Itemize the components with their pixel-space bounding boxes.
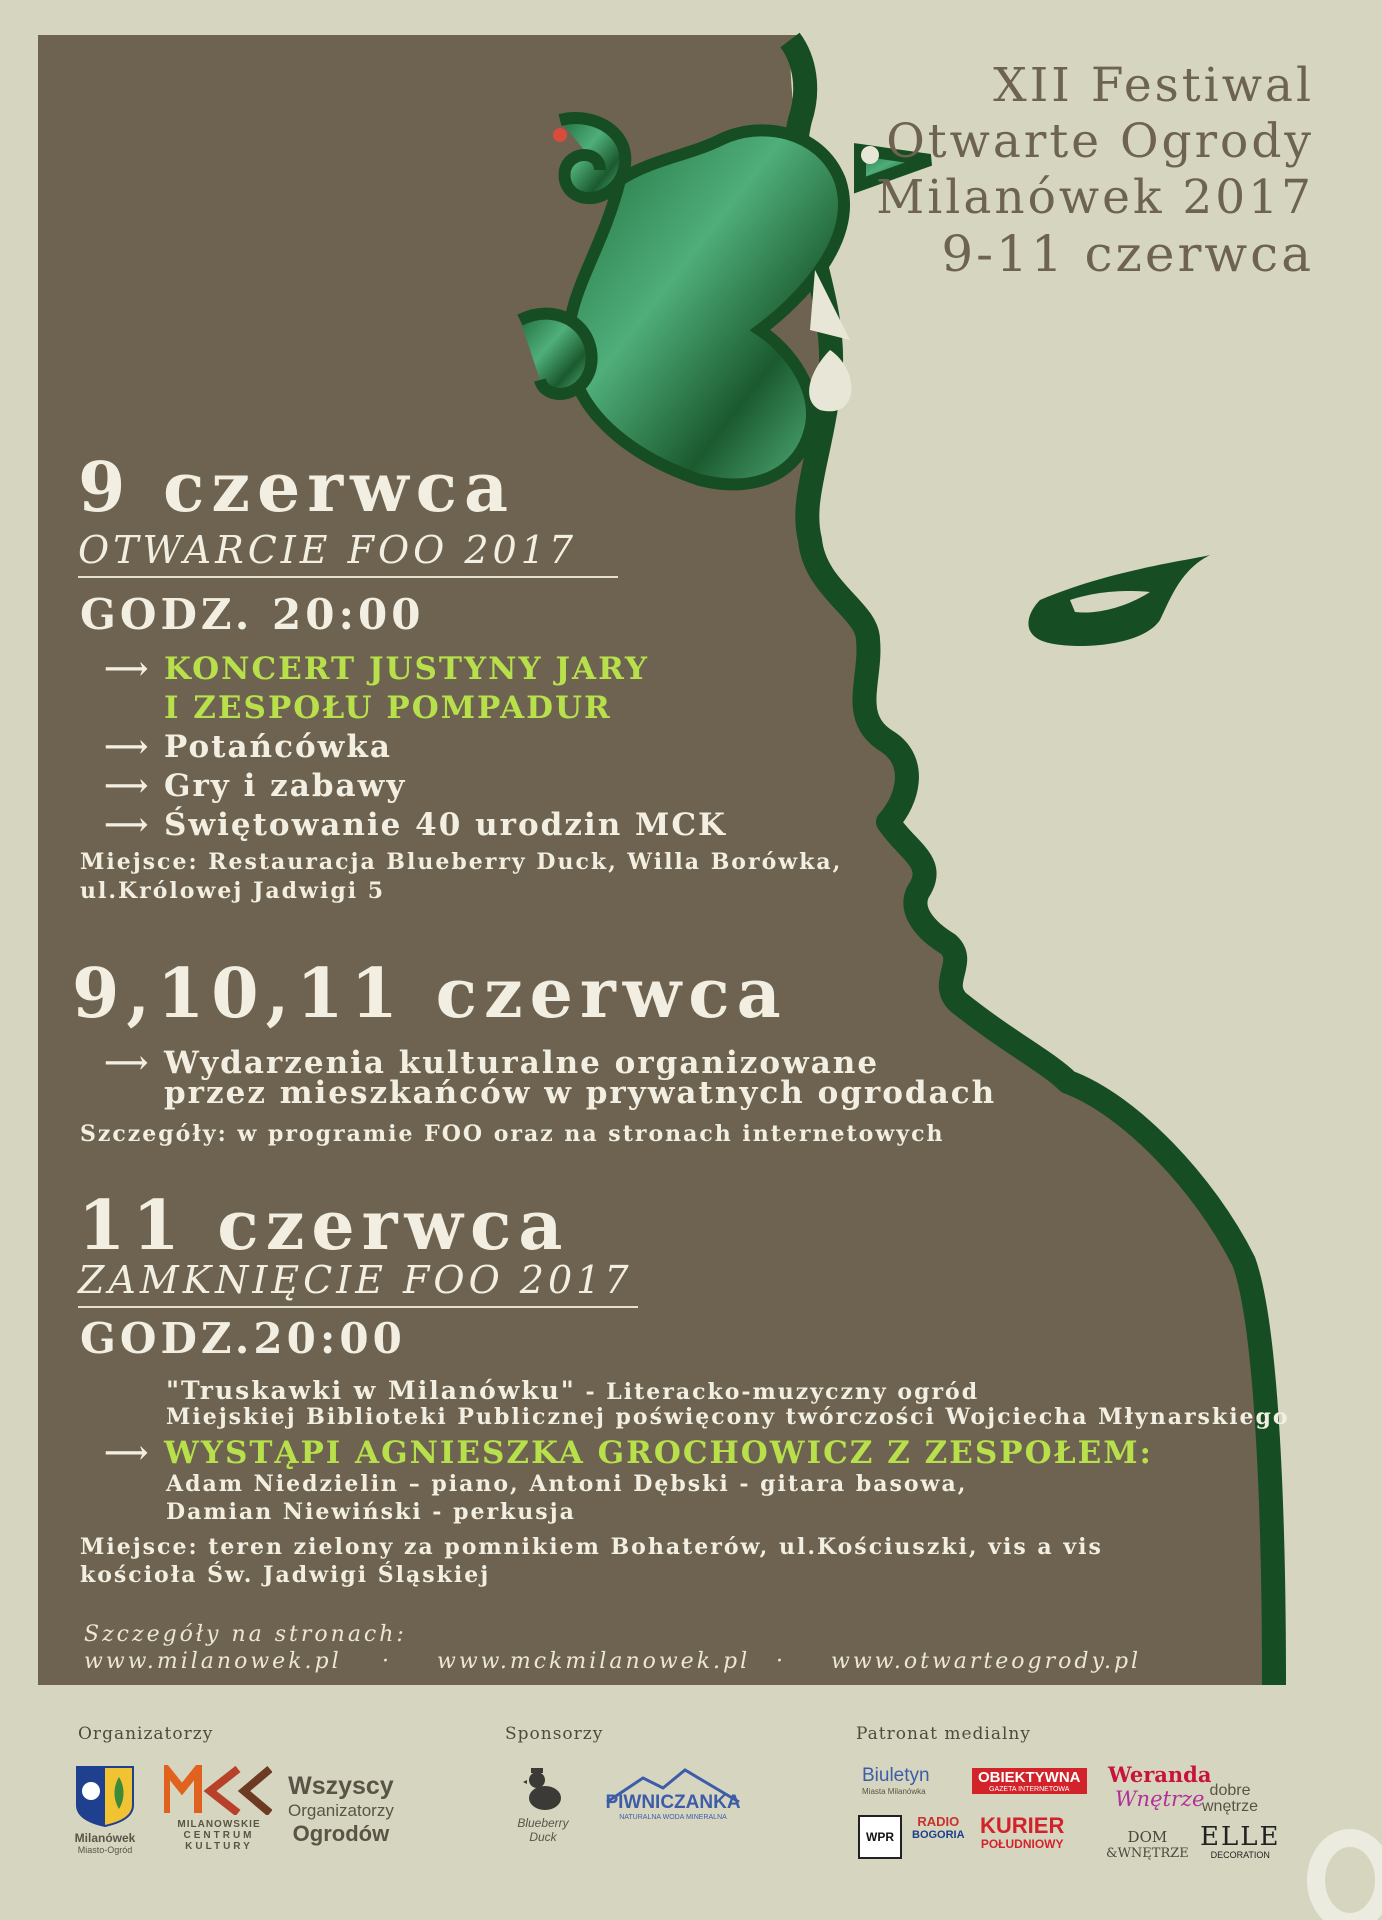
biuletyn-logo: Biuletyn Miasta Milanówka bbox=[862, 1765, 930, 1796]
festival-dates: 9-11 czerwca bbox=[941, 225, 1314, 283]
media-label: Patronat medialny bbox=[856, 1724, 1031, 1744]
weranda-logo: Weranda Wnętrze bbox=[1108, 1762, 1212, 1811]
arrow-right-icon: ⟶ bbox=[104, 1045, 151, 1081]
day3-time: GODZ.20:00 bbox=[80, 1314, 406, 1363]
sponsors-label: Sponsorzy bbox=[505, 1724, 604, 1744]
day3-subtitle: ZAMKNIĘCIE FOO 2017 bbox=[78, 1258, 638, 1308]
day1-item-concert: ⟶ KONCERT JUSTYNY JARY bbox=[104, 651, 650, 687]
day1-place-line2: ul.Królowej Jadwigi 5 bbox=[80, 878, 386, 904]
elle-decoration-logo: ELLE DECORATION bbox=[1200, 1822, 1281, 1860]
festival-name: Otwarte Ogrody bbox=[886, 114, 1314, 169]
day1-item-concert-line2: I ZESPOŁU POMPADUR bbox=[164, 690, 612, 726]
obiektywna-logo: OBIEKTYWNA GAZETA INTERNETOWA bbox=[972, 1768, 1087, 1794]
link-mckmilanowek[interactable]: www.mckmilanowek.pl bbox=[437, 1649, 751, 1674]
wpr-logo: WPR bbox=[858, 1815, 902, 1859]
day1-date: 9 czerwca bbox=[78, 448, 516, 528]
link-separator: · bbox=[382, 1649, 392, 1674]
milanowek-crest-icon bbox=[75, 1765, 135, 1827]
day1-time: GODZ. 20:00 bbox=[80, 590, 425, 639]
links-label: Szczegóły na stronach: bbox=[84, 1622, 407, 1647]
day3-band-line1: Adam Niedzielin – piano, Antoni Dębski - gitara basowa, bbox=[166, 1471, 968, 1497]
festival-city-year: Milanówek 2017 bbox=[876, 170, 1314, 225]
day1-item-dance: ⟶ Potańcówka bbox=[104, 729, 392, 765]
dom-wnetrze-logo: DOM &WNĘTRZE bbox=[1106, 1828, 1189, 1861]
day1-subtitle: OTWARCIE FOO 2017 bbox=[78, 528, 618, 578]
day1-item-games: ⟶ Gry i zabawy bbox=[104, 768, 407, 804]
arrow-right-icon: ⟶ bbox=[104, 768, 151, 804]
day2-details: Szczegóły: w programie FOO oraz na stronach internetowych bbox=[80, 1121, 945, 1147]
dobre-wnetrze-logo: dobre wnętrze bbox=[1202, 1782, 1259, 1815]
bird-red-dot bbox=[553, 128, 567, 142]
day2-date: 9,10,11 czerwca bbox=[72, 954, 788, 1034]
arrow-right-icon: ⟶ bbox=[104, 1435, 151, 1471]
duck-icon bbox=[523, 1766, 563, 1812]
day3-band-line2: Damian Niewiński - perkusja bbox=[166, 1499, 576, 1525]
organizers-label: Organizatorzy bbox=[78, 1724, 214, 1744]
link-separator: · bbox=[776, 1649, 786, 1674]
day3-place-line1: Miejsce: teren zielony za pomnikiem Bohaterów, ul.Kościuszki, vis a vis bbox=[80, 1534, 1103, 1560]
day2-item: ⟶ Wydarzenia kulturalne organizowane bbox=[104, 1045, 880, 1081]
festival-edition: XII Festiwal bbox=[993, 58, 1314, 113]
arrow-right-icon: ⟶ bbox=[104, 807, 151, 843]
day1-item-anniversary: ⟶ Świętowanie 40 urodzin MCK bbox=[104, 807, 727, 843]
day3-date: 11 czerwca bbox=[78, 1186, 570, 1266]
blueberry-duck-logo: Blueberry Duck bbox=[508, 1766, 578, 1844]
day3-performer: ⟶ WYSTĄPI AGNIESZKA GROCHOWICZ Z ZESPOŁEM: bbox=[104, 1435, 1153, 1471]
mck-logo: MILANOWSKIE CENTRUM KULTURY bbox=[164, 1765, 274, 1852]
mck-mark-icon bbox=[164, 1765, 272, 1815]
day3-description-line2: Miejskiej Biblioteki Publicznej poświęcony twórczości Wojciecha Młynarskiego bbox=[166, 1404, 1290, 1430]
milanowek-logo: Milanówek Miasto-Ogród bbox=[70, 1765, 140, 1855]
wszyscy-organizatorzy-logo: Wszyscy Organizatorzy Ogrodów bbox=[288, 1772, 394, 1846]
link-otwarteogrody[interactable]: www.otwarteogrody.pl bbox=[831, 1649, 1142, 1674]
piwniczanka-logo: PIWNICZANKA NATURALNA WODA MINERALNA bbox=[600, 1768, 746, 1821]
day2-item-line2: przez mieszkańców w prywatnych ogrodach bbox=[164, 1075, 997, 1111]
link-milanowek[interactable]: www.milanowek.pl bbox=[84, 1649, 342, 1674]
day3-description: "Truskawki w Milanówku" - Literacko-muzyczny ogród bbox=[166, 1376, 980, 1405]
radio-bogoria-logo: RADIO BOGORIA bbox=[912, 1814, 965, 1841]
watermark-ring bbox=[1300, 1820, 1382, 1920]
arrow-right-icon: ⟶ bbox=[104, 651, 151, 687]
festival-header bbox=[876, 58, 1314, 282]
kurier-poludniowy-logo: KURIER POŁUDNIOWY bbox=[980, 1813, 1065, 1851]
day1-place-line1: Miejsce: Restauracja Blueberry Duck, Willa Borówka, bbox=[80, 849, 843, 875]
arrow-right-icon: ⟶ bbox=[104, 729, 151, 765]
day3-place-line2: kościoła Św. Jadwigi Śląskiej bbox=[80, 1562, 491, 1588]
